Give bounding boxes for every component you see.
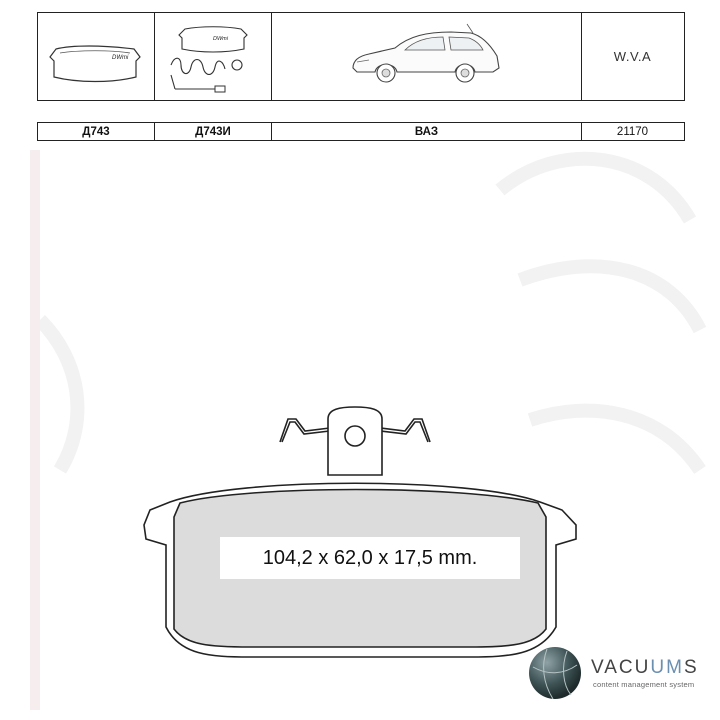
logo-tagline: content management system (593, 680, 695, 689)
wva-cell (582, 13, 683, 100)
part-code-table (37, 122, 685, 141)
brake-pad-drawing (130, 405, 590, 665)
vehicle-image-cell (272, 13, 582, 100)
pad-dimensions: 104,2 x 62,0 x 17,5 mm. (220, 537, 520, 579)
hatchback-car-icon (347, 22, 507, 92)
vehicle-header-table (37, 12, 685, 101)
brake-pad-thumbnail (42, 27, 150, 87)
pad-sensor-thumbnail-cell (155, 13, 272, 100)
pad-with-sensor-thumbnail (159, 17, 267, 97)
mounting-hole (345, 426, 365, 446)
part-code-cell: Д743 (38, 123, 155, 140)
logo-brand-name: VACUUMS (591, 657, 699, 678)
pad-thumbnail-cell (38, 13, 155, 100)
manufacturer-cell: ВАЗ (272, 123, 582, 140)
pad-stamp-label-2: DWmi (213, 35, 228, 42)
globe-icon (527, 645, 583, 701)
vacuums-watermark-logo (527, 645, 717, 707)
wva-number-cell: 21170 (616, 125, 649, 138)
part-code-sensor-cell: Д743И (155, 123, 272, 140)
pad-stamp-label: DWmi (112, 54, 129, 61)
wva-label: W.V.A (613, 49, 652, 64)
